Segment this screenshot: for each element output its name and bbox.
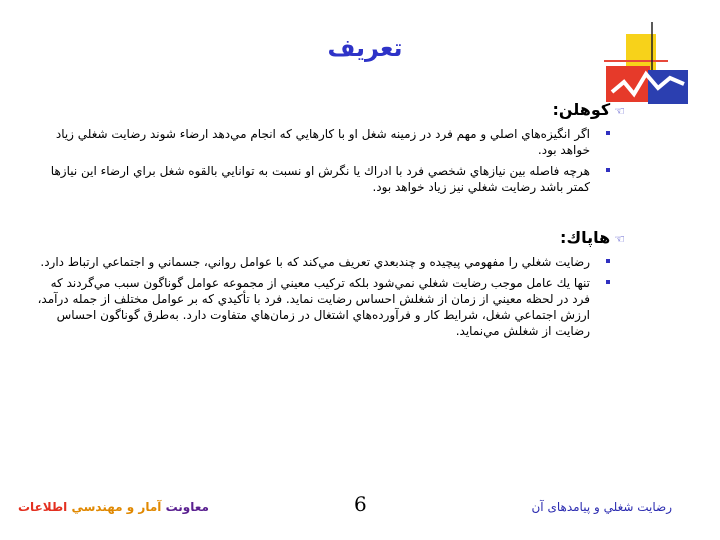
list-item: اگر انگيزه‌هاي اصلي و مهم فرد در زمينه شغل او با كارهايي كه انجام مي‌دهد ارضاء شوند رضايت شغلي زياد خواهد بود. — [30, 126, 590, 158]
slide-title: تعريف — [327, 34, 403, 62]
logo-icon — [604, 22, 692, 108]
list-item: رضايت شغلي را مفهومي پيچيده و چندبعدي تعريف مي‌كند كه با عوامل رواني، جسماني و اجتماعي ارتباط دارد. — [30, 254, 590, 270]
section-heading-kohlen: ☜كوهلن: — [552, 100, 625, 119]
square-bullet-icon — [606, 259, 610, 263]
footer-topic: رضايت شغلي و پيامدهای آن — [531, 500, 672, 514]
pointing-hand-icon: ☜ — [614, 232, 625, 246]
section-list-hapak — [30, 254, 590, 344]
section-heading-hapak: ☜هاپاك: — [560, 228, 625, 247]
pointing-hand-icon: ☜ — [614, 104, 625, 118]
page-number: 6 — [354, 492, 367, 516]
section-list-kohlen — [30, 126, 590, 200]
square-bullet-icon — [606, 168, 610, 172]
square-bullet-icon — [606, 131, 610, 135]
square-bullet-icon — [606, 280, 610, 284]
list-item: هرچه فاصله بين نيازهاي شخصي فرد با ادراك يا نگرش او نسبت به توانايي بالقوه شغل براي ارضاء اين نيازها كمتر باشد رضايت شغلي نيز زياد خواهد بود. — [30, 163, 590, 195]
footer-organization: معاونت آمار و مهندسي اطلاعات — [18, 500, 209, 514]
list-item: تنها يك عامل موجب رضايت شغلي نمي‌شود بلكه تركيب معيني از مجموعه عوامل گوناگون سبب مي‌گردند كه فرد در لحظه معيني از زمان از شغلش احساس رضايت نمايد. فرد با تأكيدي كه بر عوامل مختلف از جمله درآمد، ارزش اجتماعي شغل، شرايط كار و فرآورده‌هاي اشتغال در زمان‌هاي متفاوت دارد. به‌طرق گوناگون احساس رضايت از شغلش مي‌نمايد. — [30, 275, 590, 339]
